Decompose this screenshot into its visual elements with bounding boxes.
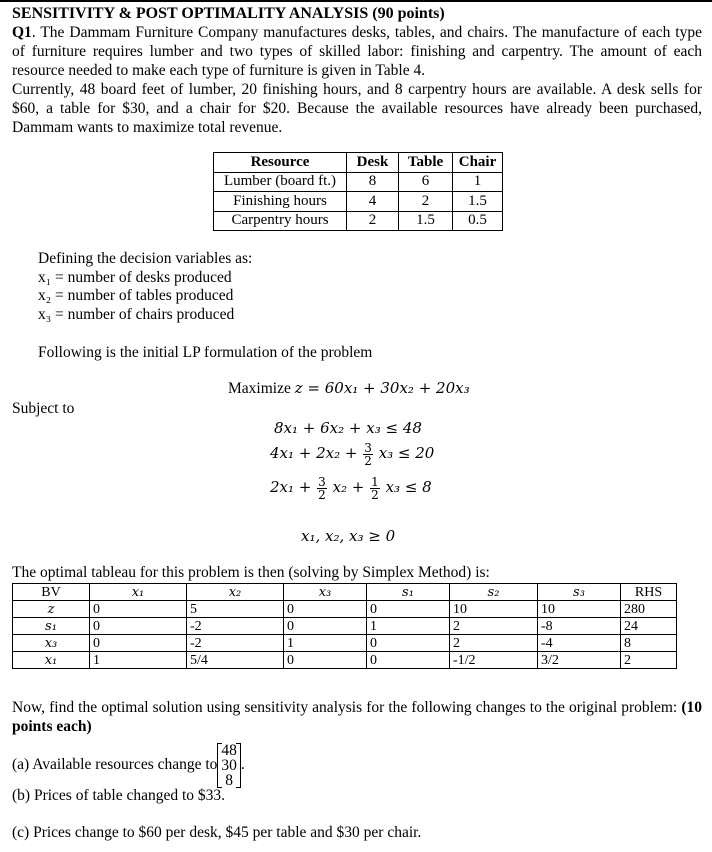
- fraction: [370, 476, 380, 501]
- resource-name: Carpentry hours: [214, 211, 347, 231]
- question-c: (c) Prices change to $60 per desk, $45 per table and $30 per chair.: [12, 824, 422, 841]
- header-x3: x₃: [284, 584, 367, 601]
- header-s3: s₃: [538, 584, 621, 601]
- cell: 1: [453, 172, 503, 192]
- question-b: (b) Prices of table changed to $33.: [12, 787, 226, 804]
- top-rule: [0, 0, 712, 2]
- cell: 10: [538, 601, 621, 618]
- cell: -2: [187, 618, 284, 635]
- cell: 2: [450, 618, 538, 635]
- fraction: [317, 476, 327, 501]
- maximize-label: Maximize: [228, 380, 291, 397]
- objective-expression: z = 60x₁ + 30x₂ + 20x₃: [294, 379, 470, 397]
- fraction-denominator: 2: [371, 487, 379, 502]
- cell: 1.5: [453, 192, 503, 212]
- cell: 2: [399, 192, 453, 212]
- tableau-row: [13, 635, 677, 652]
- cell: 24: [621, 618, 677, 635]
- variable-x2: x₂ = number of tables produced: [38, 287, 234, 304]
- cell: -2: [187, 635, 284, 652]
- cell: 5/4: [187, 652, 284, 669]
- resources-paragraph: Currently, 48 board feet of lumber, 20 finishing hours, and 8 carpentry hours are available. A desk sells for $60, a table for $30, and a chair for $20. Because the available resources have already been purchased, Dammam wants to maximize total revenue.: [12, 81, 702, 136]
- question-label: Q1: [12, 24, 32, 41]
- cell: 1: [367, 618, 450, 635]
- page-title: SENSITIVITY & POST OPTIMALITY ANALYSIS (90 points): [12, 5, 445, 22]
- cell: 2: [621, 652, 677, 669]
- points-label: (10 points each): [12, 699, 702, 735]
- subject-to-label: Subject to: [12, 400, 75, 417]
- header-resource: Resource: [214, 153, 347, 173]
- cell: 2: [347, 211, 399, 231]
- cell: 6: [399, 172, 453, 192]
- question-1-text: . The Dammam Furniture Company manufactures desks, tables, and chairs. The manufacture of each type of furniture requires lumber and two types of skilled labor: finishing and carpentry. The amount of each resource needed to make each type of furniture is given in Table 4.: [12, 24, 702, 79]
- vector-entry: 8: [225, 771, 234, 789]
- tableau-intro: The optimal tableau for this problem is then (solving by Simplex Method) is:: [12, 564, 490, 581]
- variable-x1: x₁ = number of desks produced: [38, 269, 232, 286]
- cell: 10: [450, 601, 538, 618]
- cell: 0: [367, 635, 450, 652]
- formulation-intro: Following is the initial LP formulation of the problem: [38, 344, 373, 361]
- resource-name: Lumber (board ft.): [214, 172, 347, 192]
- basic-variable: x₁: [13, 652, 90, 669]
- header-s1: s₁: [367, 584, 450, 601]
- tableau-header: [13, 584, 677, 601]
- resource-name: Finishing hours: [214, 192, 347, 212]
- constraint-carpentry-part: 2x₁ +: [270, 478, 312, 496]
- fraction: [363, 442, 373, 467]
- constraint-carpentry-part: x₂ +: [332, 478, 365, 496]
- cell: 0: [367, 601, 450, 618]
- header-bv: BV: [13, 584, 90, 601]
- resource-table-header: [214, 153, 503, 173]
- fraction-numerator: 1: [371, 474, 379, 489]
- table-row: [214, 172, 503, 192]
- cell: 0: [284, 652, 367, 669]
- cell: 0: [90, 601, 187, 618]
- basic-variable: z: [13, 601, 90, 618]
- header-x1: x₁: [90, 584, 187, 601]
- fraction-numerator: 3: [364, 440, 372, 455]
- cell: 280: [621, 601, 677, 618]
- header-s2: s₂: [450, 584, 538, 601]
- vector-entry: 48: [221, 741, 237, 759]
- constraint-finishing-part: x₃ ≤ 20: [378, 444, 435, 462]
- cell: 0.5: [453, 211, 503, 231]
- fraction-denominator: 2: [364, 453, 372, 468]
- question-a-text: (a) Available resources change to: [12, 756, 218, 773]
- cell: 4: [347, 192, 399, 212]
- header-chair: Chair: [453, 153, 503, 173]
- fraction-numerator: 3: [318, 474, 326, 489]
- questions-intro: [12, 698, 702, 736]
- cell: 0: [90, 635, 187, 652]
- tableau-row: [13, 601, 677, 618]
- constraint-carpentry-part: x₃ ≤ 8: [385, 478, 432, 496]
- question-1-paragraph: [12, 23, 702, 80]
- cell: 5: [187, 601, 284, 618]
- objective-function: [228, 379, 470, 398]
- question-a: (a) Available resources change to 48 30 8 .: [12, 741, 245, 789]
- basic-variable: s₁: [13, 618, 90, 635]
- cell: 0: [90, 618, 187, 635]
- header-table: Table: [399, 153, 453, 173]
- vector-entry: 30: [221, 756, 237, 774]
- cell: 0: [284, 601, 367, 618]
- constraint-carpentry: [270, 472, 432, 502]
- cell: 3/2: [538, 652, 621, 669]
- cell: -8: [538, 618, 621, 635]
- cell: 1.5: [399, 211, 453, 231]
- resource-vector: [217, 743, 241, 788]
- tableau-row: [13, 618, 677, 635]
- cell: 2: [450, 635, 538, 652]
- cell: 8: [621, 635, 677, 652]
- fraction-denominator: 2: [318, 487, 326, 502]
- basic-variable: x₃: [13, 635, 90, 652]
- cell: -1/2: [450, 652, 538, 669]
- optimal-tableau: [12, 583, 677, 669]
- table-row: [214, 211, 503, 231]
- header-rhs: RHS: [621, 584, 677, 601]
- nonnegativity-constraint: x₁, x₂, x₃ ≥ 0: [301, 527, 396, 545]
- constraint-lumber: 8x₁ + 6x₂ + x₃ ≤ 48: [274, 419, 422, 437]
- resource-table: [213, 152, 503, 231]
- cell: 1: [90, 652, 187, 669]
- cell: 1: [284, 635, 367, 652]
- constraint-finishing: [270, 438, 434, 468]
- cell: 8: [347, 172, 399, 192]
- variable-x3: x₃ = number of chairs produced: [38, 306, 235, 323]
- cell: 0: [284, 618, 367, 635]
- tableau-row: [13, 652, 677, 669]
- questions-intro-text: Now, find the optimal solution using sensitivity analysis for the following changes to the original problem:: [12, 699, 678, 716]
- header-desk: Desk: [347, 153, 399, 173]
- table-row: [214, 192, 503, 212]
- header-x2: x₂: [187, 584, 284, 601]
- variables-intro: Defining the decision variables as:: [38, 250, 253, 267]
- cell: 0: [367, 652, 450, 669]
- constraint-finishing-part: 4x₁ + 2x₂ +: [270, 444, 358, 462]
- cell: -4: [538, 635, 621, 652]
